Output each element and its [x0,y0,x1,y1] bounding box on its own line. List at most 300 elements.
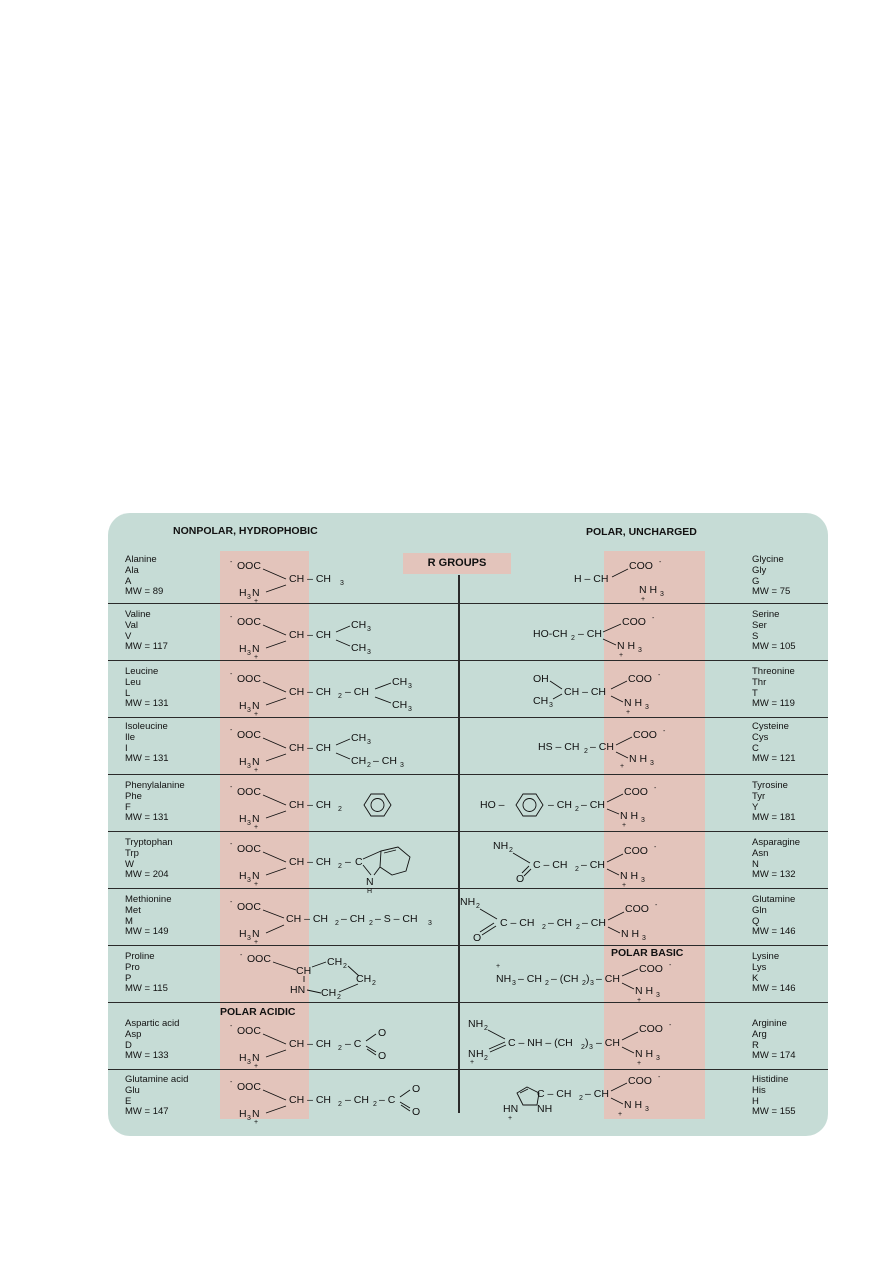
svg-text:+: + [496,963,501,970]
svg-text:N H: N H [624,1099,643,1111]
svg-text:N: N [252,756,260,768]
three-letter-code: Met [125,904,141,916]
svg-text:-: - [240,952,243,959]
svg-text:+: + [622,882,627,889]
svg-text:N: N [252,870,260,882]
svg-text:CH: CH [351,642,367,654]
glutamine-info [752,895,796,938]
valine-info [125,610,168,653]
svg-text:+: + [470,1059,475,1066]
amino-acid-name: Arginine [752,1018,787,1029]
svg-text:N: N [366,876,374,888]
svg-text:N H: N H [639,584,658,596]
svg-text:NH: NH [537,1103,553,1115]
one-letter-code: A [125,575,132,587]
svg-text:+: + [637,1060,642,1067]
svg-text:+: + [254,824,259,831]
one-letter-code: S [752,630,759,642]
one-letter-code: G [752,575,760,587]
isoleucine-structure [226,723,436,774]
leucine-info [125,667,169,710]
svg-text:3: 3 [247,1059,251,1066]
three-letter-code: Glu [125,1084,140,1096]
svg-text:): ) [585,1037,589,1049]
svg-text:-: - [230,1023,233,1030]
svg-text:– CH: – CH [590,741,614,753]
svg-text:N H: N H [621,928,640,940]
amino-acid-name: Tryptophan [125,837,173,848]
svg-text:H: H [239,643,247,655]
arginine-structure [468,1015,748,1065]
svg-text:3: 3 [408,706,412,713]
svg-text:COO: COO [624,845,648,857]
svg-text:– CH: – CH [581,859,605,871]
svg-text:HS – CH: HS – CH [538,741,580,753]
svg-text:H: H [239,1052,247,1064]
svg-text:N H: N H [617,640,636,652]
glutamic-acid-structure [226,1075,446,1126]
svg-text:-: - [654,844,657,851]
svg-text:-: - [659,559,662,566]
amino-acid-name: Lysine [752,951,780,962]
svg-text:3: 3 [247,877,251,884]
three-letter-code: Cys [752,731,769,743]
svg-text:– CH: – CH [596,973,620,985]
svg-text:OOC: OOC [247,953,271,965]
svg-text:– S – CH: – S – CH [375,913,418,925]
svg-text:+: + [254,881,259,888]
svg-text:O: O [412,1106,421,1118]
three-letter-code: Ser [752,619,767,631]
svg-text:2: 2 [575,866,579,873]
svg-text:3: 3 [656,992,660,999]
svg-text:+: + [254,939,259,946]
svg-text:COO: COO [625,903,649,915]
threonine-structure [533,667,733,715]
row-divider [108,831,828,832]
svg-text:N: N [252,1108,260,1120]
molecular-weight: MW = 149 [125,926,169,938]
glycine-info [752,555,790,598]
amino-acid-name: Serine [752,609,780,620]
svg-text:H: H [367,888,373,895]
molecular-weight: MW = 174 [752,1050,796,1062]
svg-text:– CH: – CH [585,1088,609,1100]
svg-text:NH: NH [460,896,476,908]
amino-acid-name: Asparagine [752,837,801,848]
svg-text:-: - [669,962,672,969]
svg-text:-: - [230,841,233,848]
three-letter-code: Arg [752,1028,767,1040]
valine-structure [226,610,406,661]
one-letter-code: T [752,687,758,699]
svg-text:+: + [254,767,259,774]
svg-text:2: 2 [575,806,579,813]
svg-text:2: 2 [372,980,376,987]
svg-text:COO: COO [633,729,657,741]
svg-text:-: - [669,1022,672,1029]
svg-text:N: N [252,587,260,599]
svg-text:2: 2 [584,748,588,755]
svg-text:-: - [230,1079,233,1086]
arginine-info [752,1019,796,1062]
three-letter-code: His [752,1084,766,1096]
svg-text:2: 2 [373,1101,377,1108]
svg-text:3: 3 [428,920,432,927]
svg-text:O: O [412,1083,421,1095]
svg-text:-: - [230,899,233,906]
amino-acid-name: Methionine [125,894,172,905]
svg-text:3: 3 [589,1044,593,1051]
amino-acid-name: Isoleucine [125,721,168,732]
svg-text:H: H [239,813,247,825]
svg-text:H – CH: H – CH [574,573,609,585]
svg-text:NH: NH [468,1018,484,1030]
svg-text:– CH: – CH [518,973,542,985]
svg-text:N H: N H [635,985,654,997]
one-letter-code: L [125,687,131,699]
svg-text:– CH: – CH [548,917,572,929]
svg-text:OOC: OOC [237,673,261,685]
one-letter-code: R [752,1039,759,1051]
svg-text:-: - [658,672,661,679]
svg-text:-: - [230,671,233,678]
tryptophan-info [125,838,173,881]
svg-text:– (CH: – (CH [551,973,579,985]
svg-text:OOC: OOC [237,901,261,913]
svg-text:N: N [468,1048,476,1060]
phenylalanine-structure [226,780,426,831]
one-letter-code: I [125,742,128,754]
svg-text:CH: CH [351,619,367,631]
svg-text:H: H [239,928,247,940]
svg-text:-: - [654,785,657,792]
amino-acid-name: Proline [125,951,155,962]
three-letter-code: Thr [752,676,767,688]
methionine-info [125,895,171,938]
svg-text:C – NH – (CH: C – NH – (CH [508,1037,573,1049]
one-letter-code: M [125,915,133,927]
three-letter-code: Val [125,619,139,631]
svg-text:– CH: – CH [578,628,602,640]
threonine-info [752,667,795,710]
row-divider [108,774,828,775]
svg-text:N: N [252,643,260,655]
svg-text:3: 3 [340,580,344,587]
amino-acid-name: Aspartic acid [125,1018,180,1029]
molecular-weight: MW = 133 [125,1050,169,1062]
amino-acid-name: Glycine [752,554,784,565]
asparagine-structure [493,837,743,887]
svg-text:3: 3 [590,980,594,987]
one-letter-code: H [752,1095,759,1107]
svg-text:+: + [254,1063,259,1070]
svg-text:CH: CH [351,755,367,767]
one-letter-code: Y [752,801,759,813]
svg-text:COO: COO [622,616,646,628]
methionine-structure [226,895,466,946]
svg-text:N H: N H [635,1048,654,1060]
proline-info [125,952,168,995]
amino-acid-name: Cysteine [752,721,789,732]
serine-structure [533,610,733,658]
svg-text:2: 2 [576,924,580,931]
svg-text:2: 2 [581,1044,585,1051]
svg-text:– CH: – CH [548,799,572,811]
svg-text:-: - [230,727,233,734]
row-divider [108,945,828,946]
svg-text:+: + [254,598,259,605]
svg-text:H: H [239,870,247,882]
svg-text:-: - [230,614,233,621]
svg-text:-: - [655,902,658,909]
svg-text:OOC: OOC [237,729,261,741]
svg-text:-: - [230,784,233,791]
three-letter-code: Ala [125,564,139,576]
svg-text:3: 3 [400,762,404,769]
svg-text:+: + [626,709,631,716]
lysine-info [752,952,796,995]
svg-text:3: 3 [247,707,251,714]
amino-acid-name: Threonine [752,666,795,677]
svg-text:3: 3 [650,760,654,767]
svg-text:3: 3 [638,647,642,654]
one-letter-code: V [125,630,132,642]
nonpolar-header: NONPOLAR, HYDROPHOBIC [173,525,318,537]
svg-text:2: 2 [542,924,546,931]
amino-acid-name: Histidine [752,1074,789,1085]
svg-text:– CH: – CH [341,913,365,925]
svg-text:OOC: OOC [237,786,261,798]
svg-text:H: H [476,1048,484,1060]
cysteine-info [752,722,796,765]
svg-text:– CH: – CH [345,686,369,698]
svg-text:C – CH: C – CH [537,1088,572,1100]
svg-text:2: 2 [571,635,575,642]
molecular-weight: MW = 204 [125,869,169,881]
amino-acid-chart [108,513,828,1136]
molecular-weight: MW = 75 [752,586,791,598]
svg-text:3: 3 [642,935,646,942]
svg-text:3: 3 [247,594,251,601]
three-letter-code: Tyr [752,790,766,802]
svg-text:CH – CH: CH – CH [289,856,332,868]
svg-text:3: 3 [408,683,412,690]
row-divider [108,717,828,718]
svg-text:2: 2 [509,847,513,854]
svg-text:OH: OH [533,673,549,685]
molecular-weight: MW = 131 [125,812,169,824]
svg-text:2: 2 [579,1095,583,1102]
lysine-structure [496,961,746,1005]
one-letter-code: D [125,1039,132,1051]
svg-text:OOC: OOC [237,843,261,855]
svg-text:– CH: – CH [582,917,606,929]
svg-text:N: N [252,1052,260,1064]
glycine-structure [570,555,740,601]
svg-text:C: C [355,856,363,868]
svg-text:COO: COO [628,673,652,685]
molecular-weight: MW = 132 [752,869,796,881]
amino-acid-name: Glutamine [752,894,796,905]
svg-text:HO –: HO – [480,799,505,811]
svg-text:3: 3 [549,702,553,709]
svg-text:N: N [252,813,260,825]
svg-text:CH – CH: CH – CH [289,1094,332,1106]
svg-text:-: - [230,559,233,566]
tyrosine-structure [480,780,740,828]
svg-text:2: 2 [338,806,342,813]
molecular-weight: MW = 146 [752,983,796,995]
svg-text:N H: N H [624,697,643,709]
leucine-structure [226,667,436,718]
svg-text:2: 2 [484,1055,488,1062]
r-groups-label: R GROUPS [403,553,511,574]
svg-text:HN: HN [290,984,306,996]
svg-text:-: - [663,728,666,735]
amino-acid-name: Phenylalanine [125,780,185,791]
three-letter-code: Gly [752,564,767,576]
svg-text:N H: N H [629,753,648,765]
three-letter-code: Trp [125,847,139,859]
one-letter-code: K [752,972,759,984]
svg-text:3: 3 [645,1106,649,1113]
svg-text:HN: HN [503,1103,519,1115]
svg-text:CH – CH: CH – CH [289,629,332,641]
one-letter-code: C [752,742,759,754]
one-letter-code: F [125,801,131,813]
molecular-weight: MW = 181 [752,812,796,824]
svg-text:-: - [652,615,655,622]
svg-text:+: + [254,1119,259,1126]
alanine-info [125,555,163,598]
svg-text:H: H [239,756,247,768]
serine-info [752,610,796,653]
svg-text:H: H [239,587,247,599]
svg-text:2: 2 [338,1045,342,1052]
isoleucine-info [125,722,169,765]
svg-text:+: + [620,763,625,770]
molecular-weight: MW = 115 [125,983,168,995]
glutamine-structure [460,893,740,943]
svg-text:–: – [345,856,351,868]
svg-text:O: O [378,1027,387,1039]
svg-text:CH – CH: CH – CH [289,686,332,698]
molecular-weight: MW = 131 [125,753,169,765]
svg-text:2: 2 [484,1025,488,1032]
svg-text:CH: CH [392,676,408,688]
tryptophan-structure [226,837,446,895]
svg-text:CH: CH [392,699,408,711]
svg-text:CH – CH: CH – CH [289,799,332,811]
tyrosine-info [752,781,796,824]
svg-text:+: + [508,1115,513,1122]
svg-text:– C: – C [379,1094,396,1106]
svg-text:2: 2 [338,693,342,700]
svg-text:+: + [254,654,259,661]
three-letter-code: Asp [125,1028,142,1040]
svg-text:CH – CH: CH – CH [289,1038,332,1050]
svg-text:2: 2 [343,963,347,970]
svg-text:2: 2 [476,903,480,910]
three-letter-code: Gln [752,904,767,916]
row-divider [108,603,828,604]
svg-text:CH: CH [321,987,337,999]
svg-text:): ) [586,973,590,985]
svg-text:H: H [239,700,247,712]
amino-acid-name: Glutamine acid [125,1074,189,1085]
three-letter-code: Lys [752,961,767,973]
svg-text:C – CH: C – CH [533,859,568,871]
svg-text:3: 3 [656,1055,660,1062]
three-letter-code: Pro [125,961,140,973]
one-letter-code: W [125,858,134,870]
one-letter-code: E [125,1095,132,1107]
svg-text:3: 3 [367,626,371,633]
one-letter-code: Q [752,915,760,927]
svg-text:OOC: OOC [237,560,261,572]
amino-acid-name: Tyrosine [752,780,788,791]
svg-text:CH: CH [533,695,549,707]
svg-text:CH: CH [351,732,367,744]
svg-text:3: 3 [645,704,649,711]
svg-text:2: 2 [337,994,341,1001]
svg-text:– CH: – CH [581,799,605,811]
proline-structure [226,950,426,1000]
molecular-weight: MW = 119 [752,698,795,710]
svg-text:N H: N H [620,810,639,822]
svg-text:OOC: OOC [237,1025,261,1037]
svg-text:+: + [618,1111,623,1118]
svg-text:2: 2 [367,762,371,769]
svg-text:O: O [473,932,482,944]
three-letter-code: Ile [125,731,136,743]
svg-text:3: 3 [512,980,516,987]
svg-text:N H: N H [620,870,639,882]
svg-text:C – CH: C – CH [500,917,535,929]
svg-text:CH – CH: CH – CH [564,686,607,698]
svg-text:O: O [516,873,525,885]
svg-text:COO: COO [624,786,648,798]
three-letter-code: Phe [125,790,142,802]
svg-text:3: 3 [247,935,251,942]
svg-text:CH – CH: CH – CH [289,573,332,585]
amino-acid-name: Leucine [125,666,159,677]
svg-text:CH: CH [356,973,372,985]
molecular-weight: MW = 131 [125,698,169,710]
svg-text:– CH: – CH [373,755,397,767]
molecular-weight: MW = 89 [125,586,164,598]
svg-text:2: 2 [582,980,586,987]
svg-text:+: + [619,652,624,659]
svg-text:3: 3 [641,877,645,884]
svg-text:OOC: OOC [237,1081,261,1093]
svg-text:3: 3 [247,763,251,770]
polar-acidic-header: POLAR ACIDIC [220,1006,296,1018]
aspartic-acid-info [125,1019,179,1062]
polar-uncharged-header: POLAR, UNCHARGED [586,526,697,538]
svg-text:N: N [252,700,260,712]
svg-text:2: 2 [369,920,373,927]
svg-text:HO-CH: HO-CH [533,628,568,640]
svg-text:+: + [637,997,642,1004]
svg-text:3: 3 [247,1115,251,1122]
three-letter-code: Asn [752,847,769,859]
polar-basic-header: POLAR BASIC [611,947,684,959]
molecular-weight: MW = 117 [125,641,168,653]
svg-text:3: 3 [367,739,371,746]
svg-text:CH – CH: CH – CH [286,913,329,925]
